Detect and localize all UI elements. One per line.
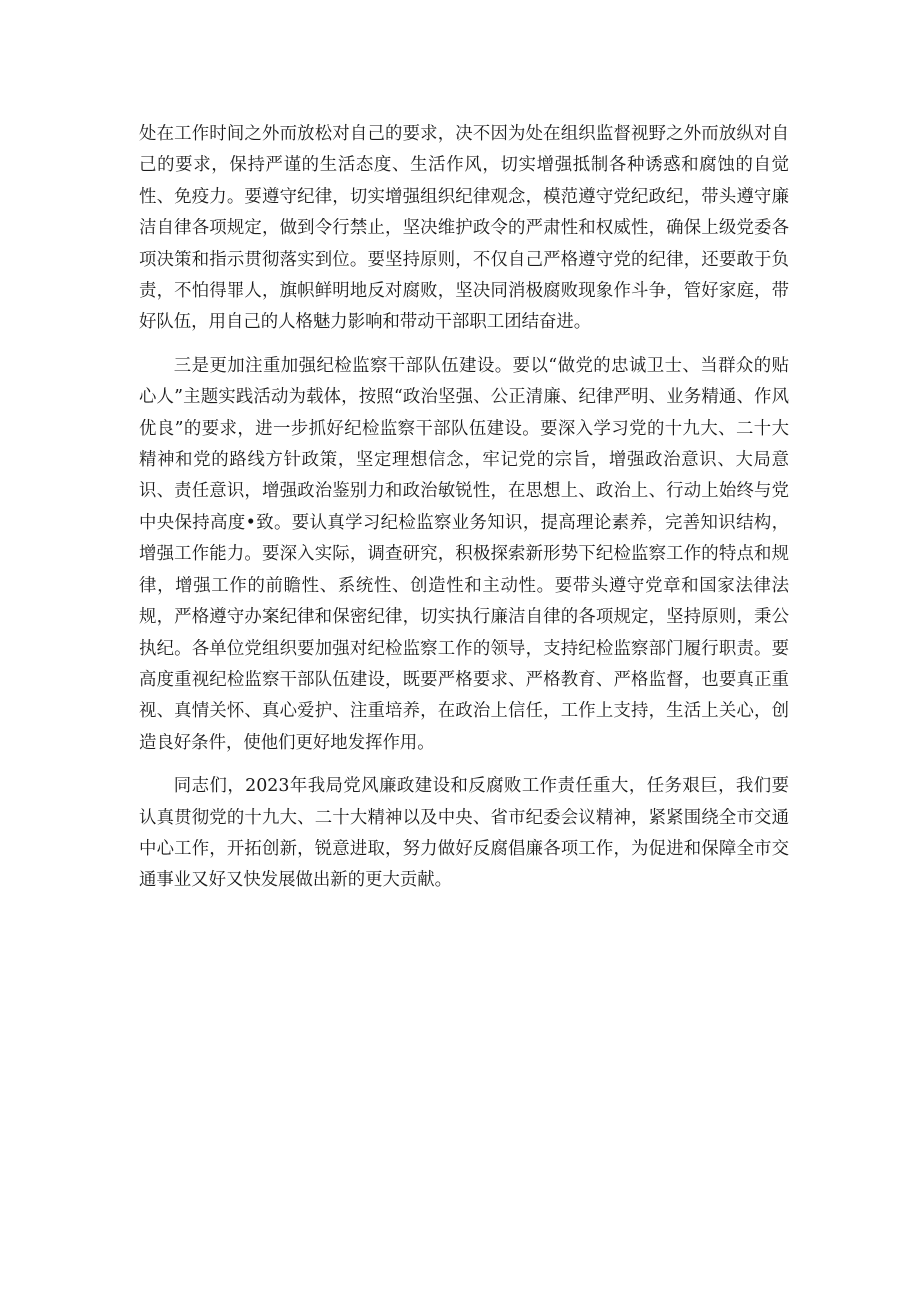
paragraph-continuation: 处在工作时间之外而放松对自己的要求，决不因为处在组织监督视野之外而放纵对自己的要求，保持严谨的生活态度、生活作风，切实增强抵制各种诱惑和腐蚀的自觉性、免疫力。要遵守纪律，切实增强组织纪律观念，模范遵守党纪政纪，带头遵守廉洁自律各项规定，做到令行禁止，坚决维护政令的严肃性和权威性，确保上级党委各项决策和指示贯彻落实到位。要坚持原则，不仅自己严格遵守党的纪律，还要敢于负责，不怕得罪人，旗帜鲜明地反对腐败，坚决同消极腐败现象作斗争，管好家庭，带好队伍，用自己的人格魅力影响和带动干部职工团结奋进。 xyxy=(139,124,789,333)
paragraph-closing: 同志们，2023年我局党风廉政建设和反腐败工作责任重大，任务艰巨，我们要认真贯彻党的十九大、二十大精神以及中央、省市纪委会议精神，紧紧围绕全市交通中心工作，开拓创新，锐意进取，努力做好反腐倡廉各项工作，为促进和保障全市交通事业又好又快发展做出新的更大贡献。 xyxy=(139,776,789,891)
document-body xyxy=(139,119,789,897)
paragraph-discipline-team: 三是更加注重加强纪检监察干部队伍建设。要以“做党的忠诚卫士、当群众的贴心人”主题实践活动为载体，按照“政治坚强、公正清廉、纪律严明、业务精通、作风优良”的要求，进一步抓好纪检监察干部队伍建设。要深入学习党的十九大、二十大精神和党的路线方针政策，坚定理想信念，牢记党的宗旨，增强政治意识、大局意识、责任意识，增强政治鉴别力和政治敏锐性，在思想上、政治上、行动上始终与党中央保持高度•致。要认真学习纪检监察业务知识，提高理论素养，完善知识结构，增强工作能力。要深入实际，调查研究，积极探索新形势下纪检监察工作的特点和规律，增强工作的前瞻性、系统性、创造性和主动性。要带头遵守党章和国家法律法规，严格遵守办案纪律和保密纪律，切实执行廉洁自律的各项规定，坚持原则，秉公执纪。各单位党组织要加强对纪检监察工作的领导，支持纪检监察部门履行职责。要高度重视纪检监察干部队伍建设，既要严格要求、严格教育、严格监督，也要真正重视、真情关怀、真心爱护、注重培养，在政治上信任，工作上支持，生活上关心，创造良好条件，使他们更好地发挥作用。 xyxy=(139,355,789,753)
